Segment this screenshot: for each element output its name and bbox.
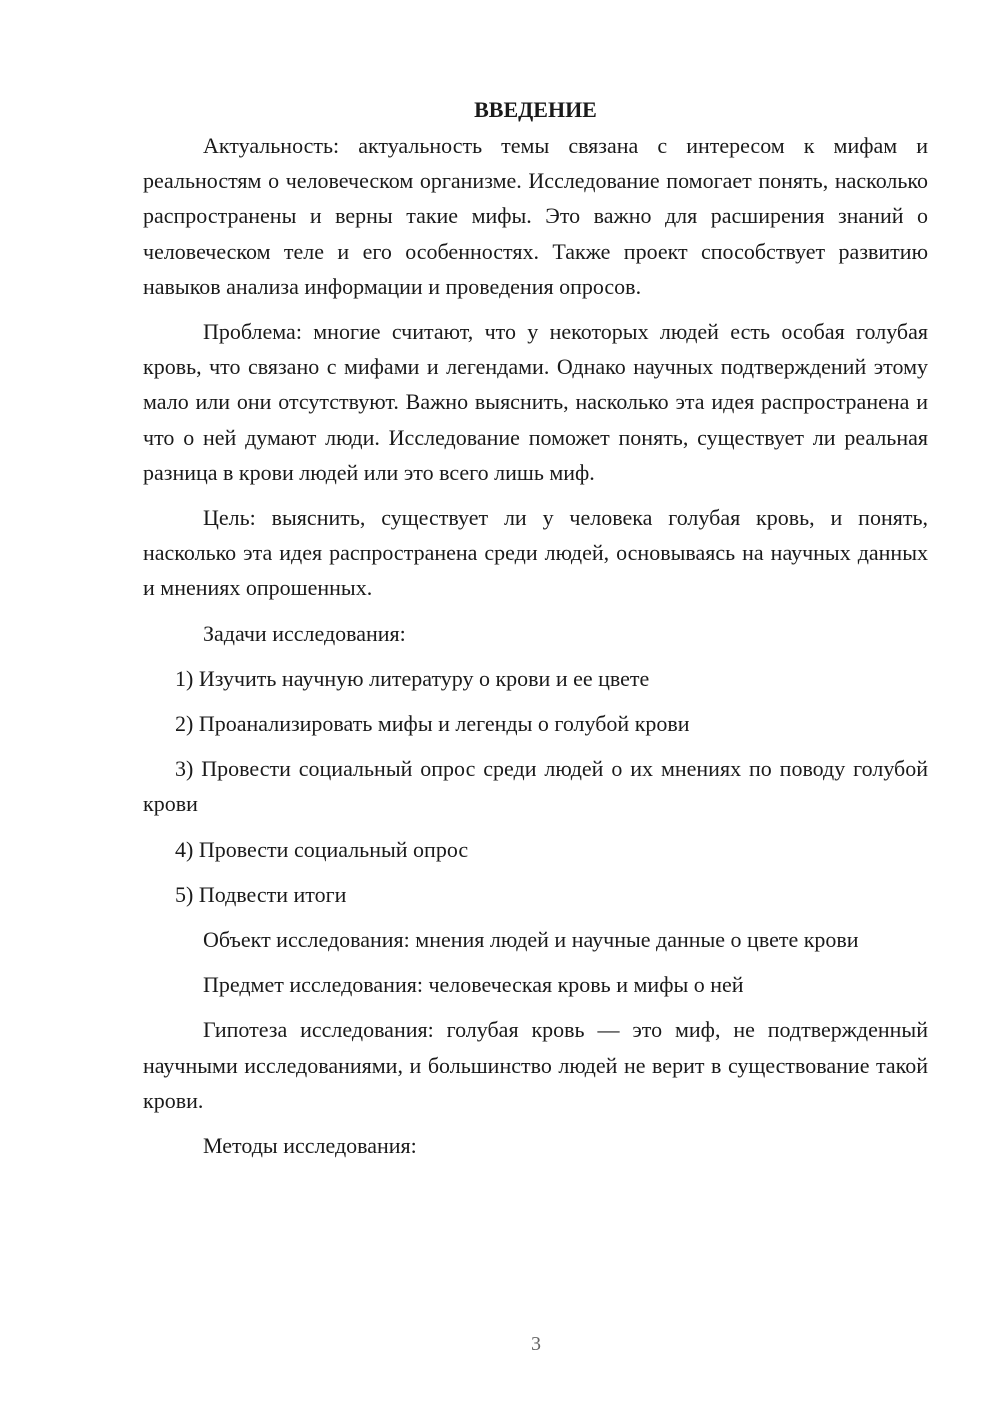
object-paragraph: Объект исследования: мнения людей и научные данные о цвете крови — [203, 927, 859, 953]
methods-heading: Методы исследования: — [203, 1133, 417, 1159]
hypothesis-paragraph: Гипотеза исследования: голубая кровь — это миф, не подтвержденный научными исследованиями, и большинство людей не верит в существование такой крови. — [143, 1017, 928, 1113]
goal-paragraph: Цель: выяснить, существует ли у человека голубая кровь, и понять, насколько эта идея распространена среди людей, основываясь на научных данных и мнениях опрошенных. — [143, 505, 928, 601]
section-title: ВВЕДЕНИЕ — [474, 97, 597, 122]
problem-paragraph: Проблема: многие считают, что у некоторых людей есть особая голубая кровь, что связано с мифами и легендами. Однако научных подтверждений этому мало или они отсутствуют. Важно выяснить, насколько эта идея распространена и что о ней думают люди. Исследование поможет понять, существует ли реальная разница в крови людей или это всего лишь миф. — [143, 319, 928, 485]
task-item-4: 4) Провести социальный опрос — [175, 836, 469, 862]
relevance-paragraph: Актуальность: актуальность темы связана с интересом к мифам и реальностям о человеческом организме. Исследование помогает понять, насколько распространены и верны такие мифы. Это важно для расширения знаний о человеческом теле и его особенностях. Также проект способствует развитию навыков анализа информации и проведения опросов. — [143, 133, 928, 299]
subject-paragraph: Предмет исследования: человеческая кровь и мифы о ней — [203, 972, 744, 998]
task-item-2: 2) Проанализировать мифы и легенды о голубой крови — [175, 711, 690, 737]
task-item-5: 5) Подвести итоги — [175, 881, 347, 907]
page-number: 3 — [531, 1333, 541, 1355]
document-page — [143, 92, 928, 1173]
tasks-heading: Задачи исследования: — [203, 620, 406, 646]
task-item-1: 1) Изучить научную литературу о крови и ее цвете — [175, 665, 650, 691]
task-item-3: 3) Провести социальный опрос среди людей о их мнениях по поводу голубой крови — [143, 756, 928, 817]
